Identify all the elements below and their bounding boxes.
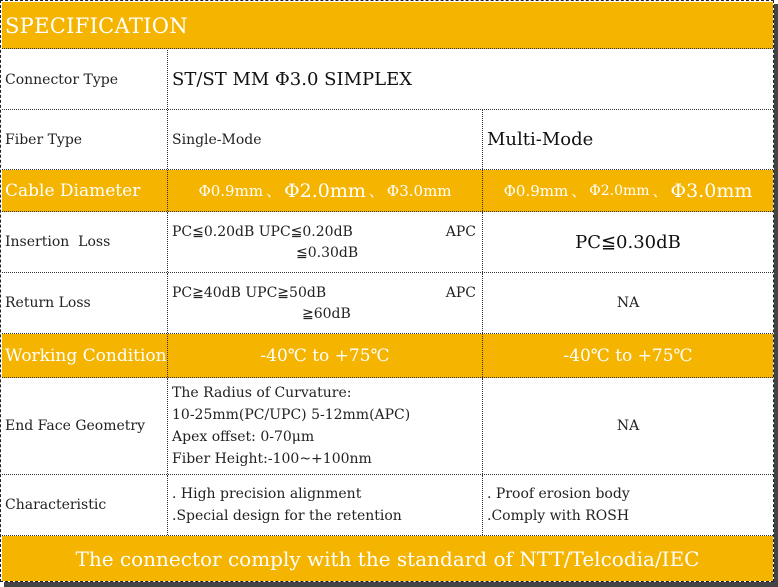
return-loss-label-cell [2, 273, 168, 333]
page-title: SPECIFICATION [5, 14, 188, 38]
insertion-loss-multi: PC≦0.30dB [575, 231, 681, 253]
connector-type-value-cell [168, 50, 773, 109]
connector-type-label: Connector Type [5, 71, 118, 88]
row-working-condition [2, 334, 773, 378]
end-face-label-cell [2, 378, 168, 474]
end-face-line-4: Fiber Height:-100~+100nm [172, 451, 372, 467]
return-loss-multi: NA [616, 295, 640, 311]
working-condition-single: -40℃ to +75℃ [260, 345, 390, 366]
end-face-multi-cell [483, 378, 773, 474]
row-return-loss [2, 273, 773, 334]
cable-diameter-multi-1: Φ0.9mm [503, 181, 569, 200]
fiber-type-multi-cell [483, 110, 773, 169]
row-cable-diameter [2, 170, 773, 212]
insertion-loss-single-cell [168, 212, 483, 272]
return-loss-single-line2: ≧60dB [302, 306, 351, 322]
characteristic-single-cell [168, 475, 483, 535]
return-loss-single-cell [168, 273, 483, 333]
fiber-type-single-cell [168, 110, 483, 169]
working-condition-multi: -40℃ to +75℃ [563, 345, 693, 366]
row-connector-type [2, 50, 773, 110]
return-loss-single-apc: APC [445, 285, 476, 301]
cable-diameter-multi-3: Φ3.0mm [670, 179, 753, 202]
characteristic-multi-cell [483, 475, 773, 535]
cable-diameter-single-cell [168, 170, 483, 211]
cable-diameter-multi-sep-1: 、 [571, 182, 587, 200]
cable-diameter-multi-cell [483, 170, 773, 211]
characteristic-multi-2: .Comply with ROSH [487, 508, 630, 524]
title-bar [2, 2, 773, 49]
fiber-type-multi: Multi-Mode [487, 129, 594, 150]
insertion-loss-multi-cell [483, 212, 773, 272]
connector-type-label-cell [2, 50, 168, 109]
working-condition-label-cell [2, 334, 168, 377]
working-condition-single-cell [168, 334, 483, 377]
return-loss-label: Return Loss [5, 295, 91, 311]
characteristic-single-1: . High precision alignment [172, 486, 362, 502]
characteristic-multi-1: . Proof erosion body [487, 486, 630, 502]
end-face-line-2: 10-25mm(PC/UPC) 5-12mm(APC) [172, 407, 411, 423]
cable-diameter-single-3: Φ3.0mm [386, 181, 452, 200]
end-face-multi: NA [616, 418, 640, 434]
row-end-face-geometry [2, 378, 773, 475]
return-loss-multi-cell [483, 273, 773, 333]
cable-diameter-single-1: Φ0.9mm [198, 181, 264, 200]
characteristic-single-2: .Special design for the retention [172, 508, 402, 524]
cable-diameter-label-cell [2, 170, 168, 211]
insertion-loss-label-cell [2, 212, 168, 272]
end-face-line-1: The Radius of Curvature: [172, 385, 352, 401]
fiber-type-single: Single-Mode [172, 131, 262, 148]
cable-diameter-multi-2: Φ2.0mm [589, 182, 650, 199]
fiber-type-label: Fiber Type [5, 131, 83, 148]
cable-diameter-single-2: Φ2.0mm [284, 179, 366, 202]
characteristic-label-cell [2, 475, 168, 535]
shadow-bottom [4, 582, 778, 587]
cable-diameter-multi-sep-2: 、 [652, 182, 668, 200]
end-face-line-3: Apex offset: 0-70μm [172, 429, 315, 445]
insertion-loss-single-line1: PC≦0.20dB UPC≦0.20dB [172, 224, 353, 240]
return-loss-single-content [172, 273, 482, 333]
row-characteristic [2, 475, 773, 536]
footer-banner [2, 536, 773, 581]
footer-text: The connector comply with the standard of NTT/Telcodia/IEC [75, 546, 700, 571]
working-condition-multi-cell [483, 334, 773, 377]
return-loss-single-line1: PC≧40dB UPC≧50dB [172, 285, 327, 301]
insertion-loss-single-line2: ≦0.30dB [296, 245, 359, 261]
end-face-single-cell [168, 378, 483, 474]
end-face-label: End Face Geometry [5, 418, 146, 434]
row-insertion-loss [2, 212, 773, 273]
cable-diameter-single-sep-1: 、 [266, 182, 282, 200]
working-condition-label: Working Condition [5, 345, 167, 366]
shadow-right [774, 4, 778, 586]
row-fiber-type [2, 110, 773, 170]
cable-diameter-single-sep-2: 、 [368, 182, 384, 200]
connector-type-value: ST/ST MM Φ3.0 SIMPLEX [172, 69, 413, 90]
insertion-loss-single-apc: APC [445, 224, 476, 240]
insertion-loss-label: Insertion Loss [5, 234, 111, 250]
fiber-type-label-cell [2, 110, 168, 169]
cable-diameter-label: Cable Diameter [5, 180, 141, 201]
characteristic-label: Characteristic [5, 497, 107, 513]
insertion-loss-single-content [172, 212, 482, 272]
